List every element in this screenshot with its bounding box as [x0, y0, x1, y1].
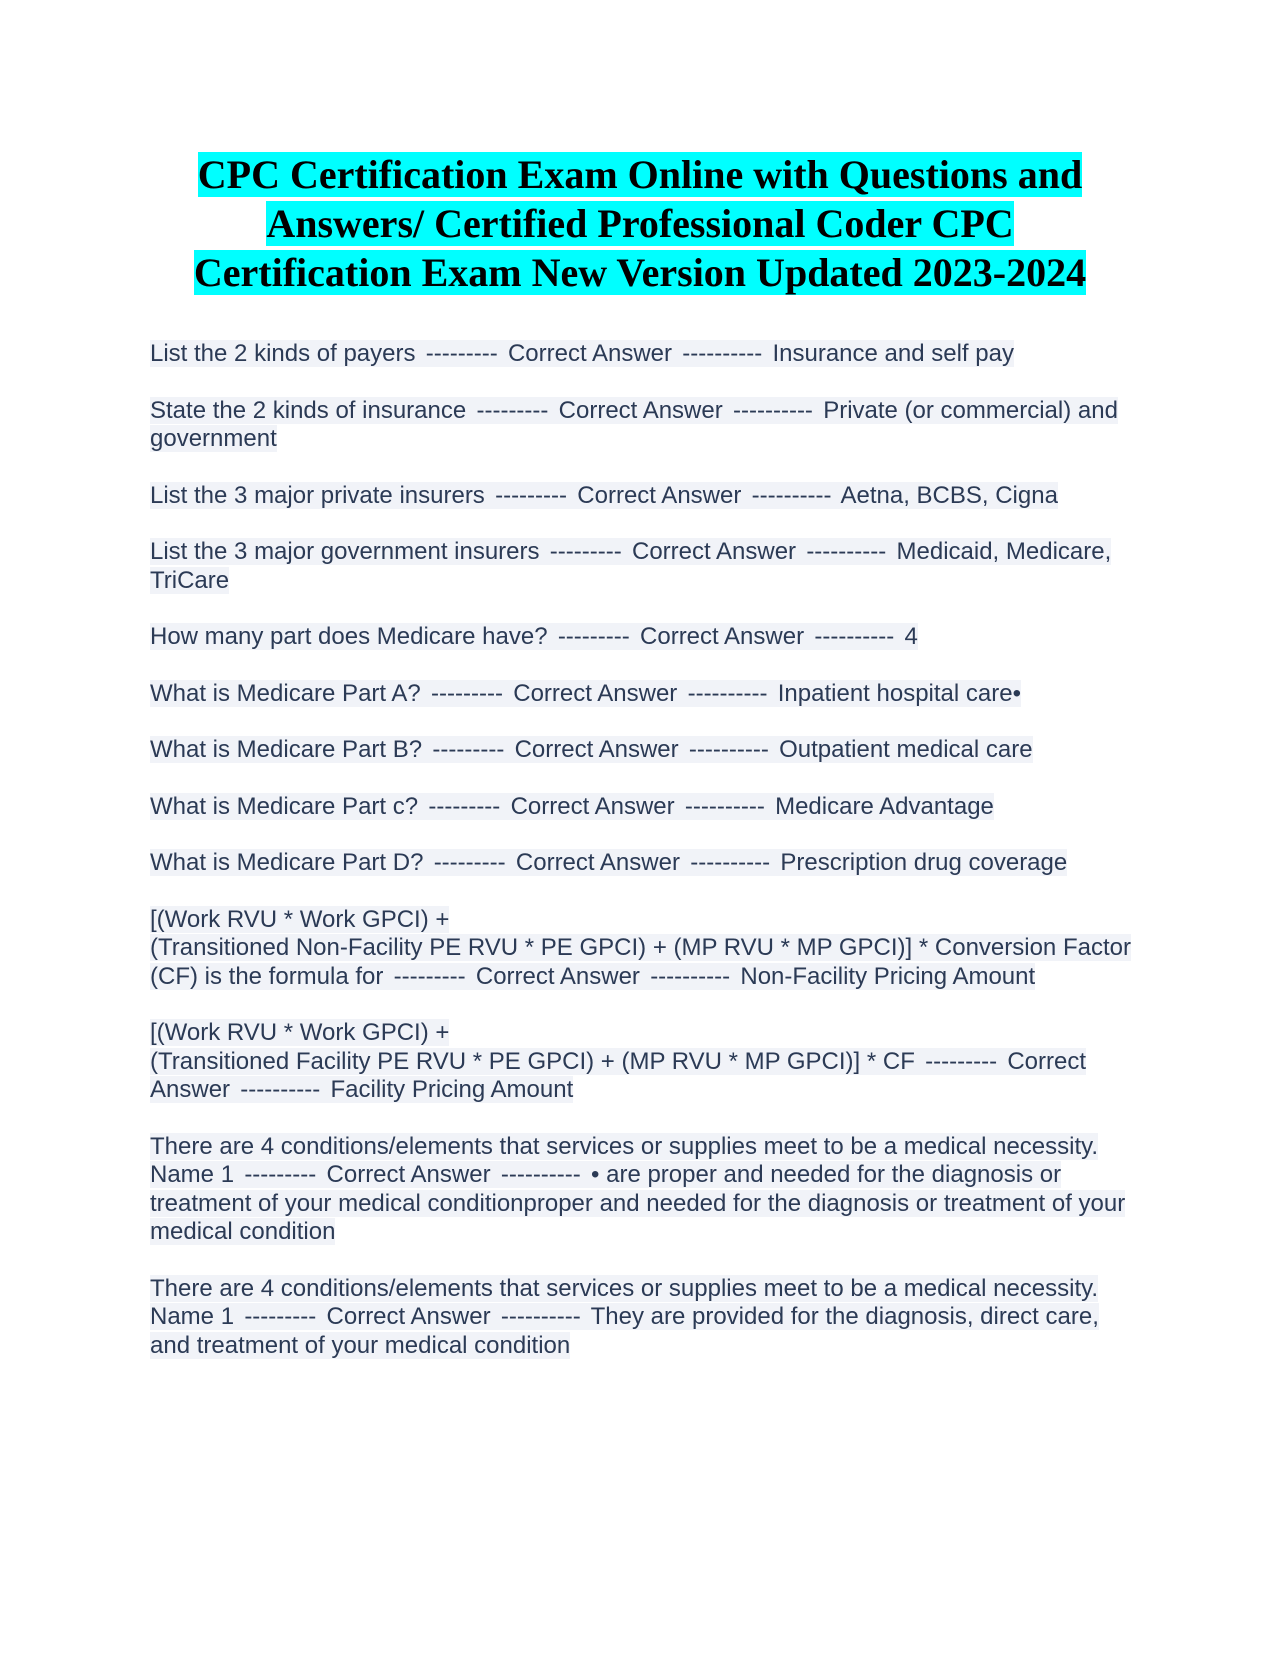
- separator: ----------: [690, 849, 771, 876]
- qa-item: [150, 736, 1140, 765]
- answer-text: Insurance and self pay: [772, 340, 1014, 367]
- correct-answer-label: Correct Answer: [475, 962, 640, 990]
- correct-answer-label: Correct Answer: [577, 481, 742, 509]
- separator: ----------: [688, 736, 769, 763]
- separator: ---------: [925, 1047, 998, 1075]
- qa-item: [150, 340, 1140, 369]
- qa-item: [150, 849, 1140, 878]
- question-text: [(Work RVU * Work GPCI) +: [150, 1019, 450, 1046]
- title-line: Answers/ Certified Professional Coder CPC: [266, 201, 1014, 246]
- question-text: What is Medicare Part D?: [150, 849, 424, 876]
- separator: ----------: [500, 1303, 581, 1330]
- question-text: What is Medicare Part A?: [150, 679, 421, 707]
- separator: ----------: [240, 1076, 321, 1103]
- correct-answer-label: Correct Answer: [510, 792, 675, 820]
- qa-item: [150, 793, 1140, 822]
- separator: ---------: [557, 623, 630, 650]
- question-text: What is Medicare Part c?: [150, 792, 419, 820]
- qa-item: [150, 623, 1140, 652]
- separator: ---------: [476, 396, 549, 424]
- title-line: Certification Exam New Version Updated 2023-2024: [193, 250, 1087, 295]
- answer-text: • are proper and needed for the diagnosis or treatment of your medical conditionproper and needed for the diagnosis or treatment of your medical condition: [150, 1161, 1126, 1245]
- separator: ----------: [682, 340, 763, 367]
- correct-answer-label: Correct Answer: [326, 1161, 491, 1188]
- qa-list: [150, 340, 1140, 1388]
- answer-text: Inpatient hospital care•: [777, 679, 1021, 707]
- answer-text: Private (or commercial) and government: [150, 396, 1118, 452]
- answer-text: Prescription drug coverage: [780, 849, 1068, 876]
- separator: ----------: [684, 792, 765, 820]
- correct-answer-label: Correct Answer: [640, 623, 805, 650]
- question-text: [(Work RVU * Work GPCI) +: [150, 905, 450, 933]
- correct-answer-label: Correct Answer: [150, 1047, 1087, 1103]
- answer-text: Medicaid, Medicare, TriCare: [150, 538, 1112, 594]
- question-text: (Transitioned Facility PE RVU * PE GPCI) + (MP RVU * MP GPCI)] * CF: [150, 1047, 915, 1075]
- separator: ----------: [806, 538, 887, 565]
- separator: ----------: [751, 481, 832, 509]
- separator: ----------: [733, 396, 813, 424]
- separator: ---------: [425, 340, 498, 367]
- correct-answer-label: Correct Answer: [513, 679, 678, 707]
- qa-item: [150, 1275, 1140, 1361]
- qa-item: [150, 482, 1140, 511]
- qa-item: [150, 538, 1140, 595]
- separator: ----------: [500, 1161, 581, 1188]
- separator: ---------: [549, 538, 622, 565]
- answer-text: Facility Pricing Amount: [330, 1076, 574, 1103]
- separator: ----------: [814, 623, 895, 650]
- question-text: State the 2 kinds of insurance: [150, 396, 467, 424]
- title-line: CPC Certification Exam Online with Questions and: [197, 152, 1083, 197]
- correct-answer-label: Correct Answer: [631, 538, 797, 565]
- question-text: What is Medicare Part B?: [150, 736, 423, 763]
- qa-item: [150, 1133, 1140, 1247]
- qa-item: [150, 906, 1140, 992]
- answer-text: Aetna, BCBS, Cigna: [840, 481, 1058, 509]
- correct-answer-label: Correct Answer: [507, 340, 673, 367]
- separator: ---------: [393, 962, 466, 990]
- separator: ---------: [244, 1161, 317, 1188]
- question-text: How many part does Medicare have?: [150, 623, 548, 650]
- answer-text: 4: [904, 623, 918, 650]
- question-text: (Transitioned Non-Facility PE RVU * PE GPCI) + (MP RVU * MP GPCI)] * Conversion Factor (CF) is the formula for: [150, 934, 1131, 990]
- question-text: There are 4 conditions/elements that services or supplies meet to be a medical necessity. Name 1: [150, 1274, 1099, 1330]
- correct-answer-label: Correct Answer: [514, 736, 679, 763]
- qa-item: [150, 397, 1140, 454]
- question-text: There are 4 conditions/elements that services or supplies meet to be a medical necessity. Name 1: [150, 1132, 1099, 1188]
- qa-item: [150, 1019, 1140, 1105]
- document-title: [150, 150, 1130, 297]
- question-text: List the 3 major government insurers: [150, 538, 540, 565]
- correct-answer-label: Correct Answer: [326, 1303, 491, 1330]
- separator: ---------: [495, 481, 568, 509]
- correct-answer-label: Correct Answer: [558, 396, 723, 424]
- separator: ---------: [428, 792, 501, 820]
- separator: ----------: [650, 962, 731, 990]
- answer-text: Medicare Advantage: [775, 792, 994, 820]
- question-text: List the 2 kinds of payers: [150, 340, 416, 367]
- answer-text: Non-Facility Pricing Amount: [740, 962, 1036, 990]
- qa-item: [150, 680, 1140, 709]
- answer-text: They are provided for the diagnosis, direct care, and treatment of your medical condition: [150, 1303, 1099, 1359]
- separator: ---------: [433, 849, 506, 876]
- separator: ---------: [432, 736, 505, 763]
- separator: ----------: [687, 679, 768, 707]
- separator: ---------: [244, 1303, 317, 1330]
- separator: ---------: [431, 679, 503, 707]
- correct-answer-label: Correct Answer: [515, 849, 680, 876]
- answer-text: Outpatient medical care: [779, 736, 1033, 763]
- question-text: List the 3 major private insurers: [150, 481, 485, 509]
